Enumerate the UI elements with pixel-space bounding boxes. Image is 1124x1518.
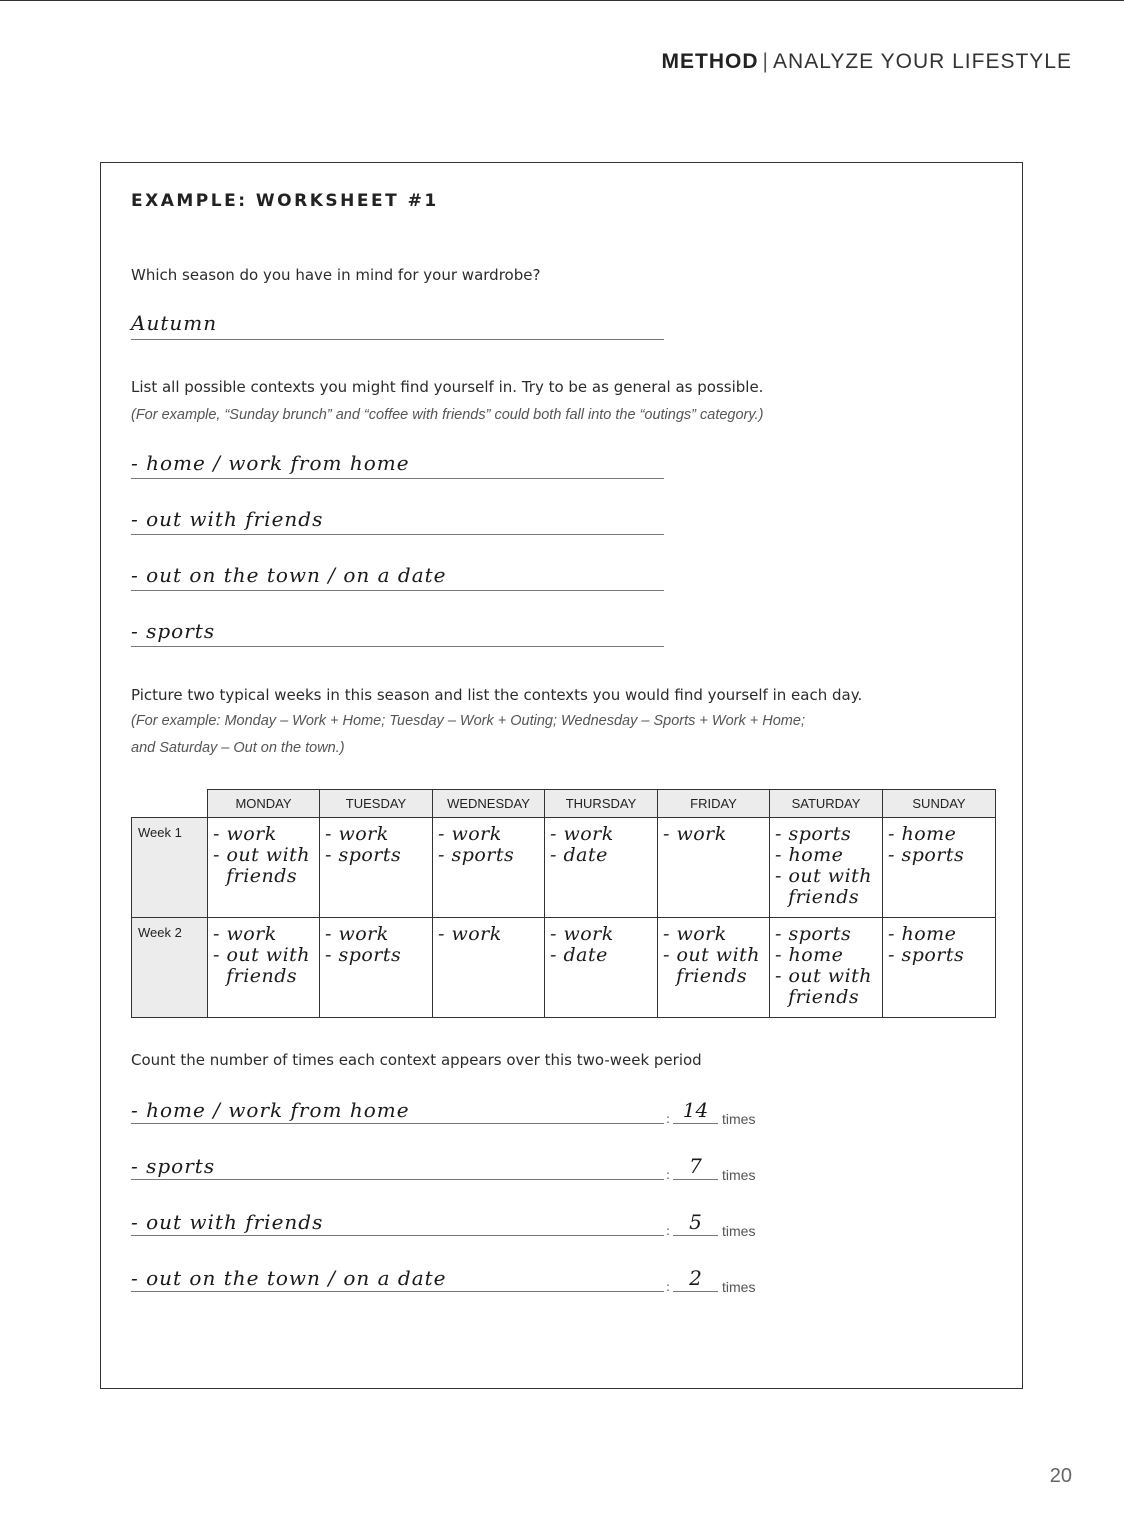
week-label: Week 1 bbox=[132, 818, 208, 918]
day-header-wednesday: WEDNESDAY bbox=[433, 790, 545, 818]
day-header-friday: FRIDAY bbox=[658, 790, 770, 818]
worksheet-title: EXAMPLE: WORKSHEET #1 bbox=[131, 191, 439, 211]
table-cell bbox=[883, 818, 996, 918]
count-number: 7 bbox=[689, 1154, 702, 1178]
table-cell bbox=[320, 918, 433, 1018]
count-context: - out with friends bbox=[131, 1210, 324, 1234]
cell-entry: - work bbox=[438, 923, 502, 945]
table-corner bbox=[132, 790, 208, 818]
times-label: times bbox=[722, 1279, 756, 1295]
table-cell bbox=[545, 918, 658, 1018]
context-item: - sports bbox=[131, 619, 216, 643]
count-row bbox=[131, 1202, 771, 1239]
count-colon: : bbox=[666, 1280, 671, 1294]
page-header bbox=[662, 50, 1072, 74]
context-item: - out with friends bbox=[131, 507, 324, 531]
day-header-thursday: THURSDAY bbox=[545, 790, 658, 818]
season-answer-line bbox=[131, 339, 664, 340]
day-header-monday: MONDAY bbox=[208, 790, 320, 818]
count-context: - sports bbox=[131, 1154, 216, 1178]
table-row-week-2 bbox=[132, 918, 996, 1018]
cell-entry: - work bbox=[663, 823, 727, 845]
header-subtitle: ANALYZE YOUR LIFESTYLE bbox=[773, 50, 1072, 73]
count-context: - out on the town / on a date bbox=[131, 1266, 447, 1290]
context-line bbox=[131, 590, 664, 591]
weeks-question: Picture two typical weeks in this season and list the contexts you would find yourself in each day. bbox=[131, 686, 863, 704]
cell-entry: - work - sports bbox=[438, 823, 515, 866]
day-header-tuesday: TUESDAY bbox=[320, 790, 433, 818]
weekly-context-table bbox=[131, 789, 996, 1018]
week-label: Week 2 bbox=[132, 918, 208, 1018]
cell-entry: - work - date bbox=[550, 823, 614, 866]
context-item: - out on the town / on a date bbox=[131, 563, 447, 587]
count-number-line bbox=[673, 1179, 718, 1180]
contexts-question: List all possible contexts you might find yourself in. Try to be as general as possible. bbox=[131, 378, 764, 396]
context-item: - home / work from home bbox=[131, 451, 410, 475]
header-section: METHOD bbox=[661, 50, 759, 73]
count-number-line bbox=[673, 1235, 718, 1236]
count-row bbox=[131, 1258, 771, 1295]
context-line bbox=[131, 534, 664, 535]
season-question: Which season do you have in mind for your wardrobe? bbox=[131, 266, 541, 284]
table-cell bbox=[320, 818, 433, 918]
table-cell bbox=[433, 918, 545, 1018]
count-colon: : bbox=[666, 1168, 671, 1182]
cell-entry: - sports - home - out with friends bbox=[775, 923, 873, 1008]
table-row-week-1 bbox=[132, 818, 996, 918]
count-context: - home / work from home bbox=[131, 1098, 410, 1122]
count-line bbox=[131, 1291, 664, 1292]
page-number: 20 bbox=[1049, 1465, 1072, 1487]
cell-entry: - work - out with friends bbox=[213, 923, 311, 987]
cell-entry: - work - sports bbox=[325, 823, 402, 866]
weeks-note-line-1: (For example: Monday – Work + Home; Tuesday – Work + Outing; Wednesday – Sports + Work + Home; bbox=[131, 713, 805, 729]
contexts-note: (For example, “Sunday brunch” and “coffee with friends” could both fall into the “outings” category.) bbox=[131, 407, 764, 423]
day-header-saturday: SATURDAY bbox=[770, 790, 883, 818]
cell-entry: - work - out with friends bbox=[663, 923, 761, 987]
count-line bbox=[131, 1123, 664, 1124]
count-colon: : bbox=[666, 1224, 671, 1238]
count-number-line bbox=[673, 1291, 718, 1292]
table-cell bbox=[433, 818, 545, 918]
table-cell bbox=[883, 918, 996, 1018]
header-separator: | bbox=[762, 50, 770, 73]
count-colon: : bbox=[666, 1112, 671, 1126]
cell-entry: - sports - home - out with friends bbox=[775, 823, 873, 908]
cell-entry: - home - sports bbox=[888, 823, 965, 866]
weeks-note-line-2: and Saturday – Out on the town.) bbox=[131, 740, 345, 756]
count-row bbox=[131, 1090, 771, 1127]
count-row bbox=[131, 1146, 771, 1183]
table-header-row bbox=[132, 790, 996, 818]
table-cell bbox=[770, 818, 883, 918]
table-cell bbox=[208, 918, 320, 1018]
count-line bbox=[131, 1179, 664, 1180]
cell-entry: - work - out with friends bbox=[213, 823, 311, 887]
count-question: Count the number of times each context appears over this two-week period bbox=[131, 1051, 702, 1069]
cell-entry: - work - date bbox=[550, 923, 614, 966]
worksheet-box bbox=[100, 162, 1023, 1389]
count-number: 5 bbox=[689, 1210, 702, 1234]
context-line bbox=[131, 646, 664, 647]
day-header-sunday: SUNDAY bbox=[883, 790, 996, 818]
table-cell bbox=[658, 918, 770, 1018]
context-line bbox=[131, 478, 664, 479]
times-label: times bbox=[722, 1167, 756, 1183]
count-number-line bbox=[673, 1123, 718, 1124]
top-rule bbox=[0, 0, 1124, 1]
table-cell bbox=[208, 818, 320, 918]
table-cell bbox=[545, 818, 658, 918]
season-answer: Autumn bbox=[131, 311, 218, 335]
times-label: times bbox=[722, 1223, 756, 1239]
cell-entry: - work - sports bbox=[325, 923, 402, 966]
cell-entry: - home - sports bbox=[888, 923, 965, 966]
table-cell bbox=[658, 818, 770, 918]
count-number: 2 bbox=[689, 1266, 702, 1290]
count-number: 14 bbox=[682, 1098, 709, 1122]
count-line bbox=[131, 1235, 664, 1236]
table-cell bbox=[770, 918, 883, 1018]
times-label: times bbox=[722, 1111, 756, 1127]
